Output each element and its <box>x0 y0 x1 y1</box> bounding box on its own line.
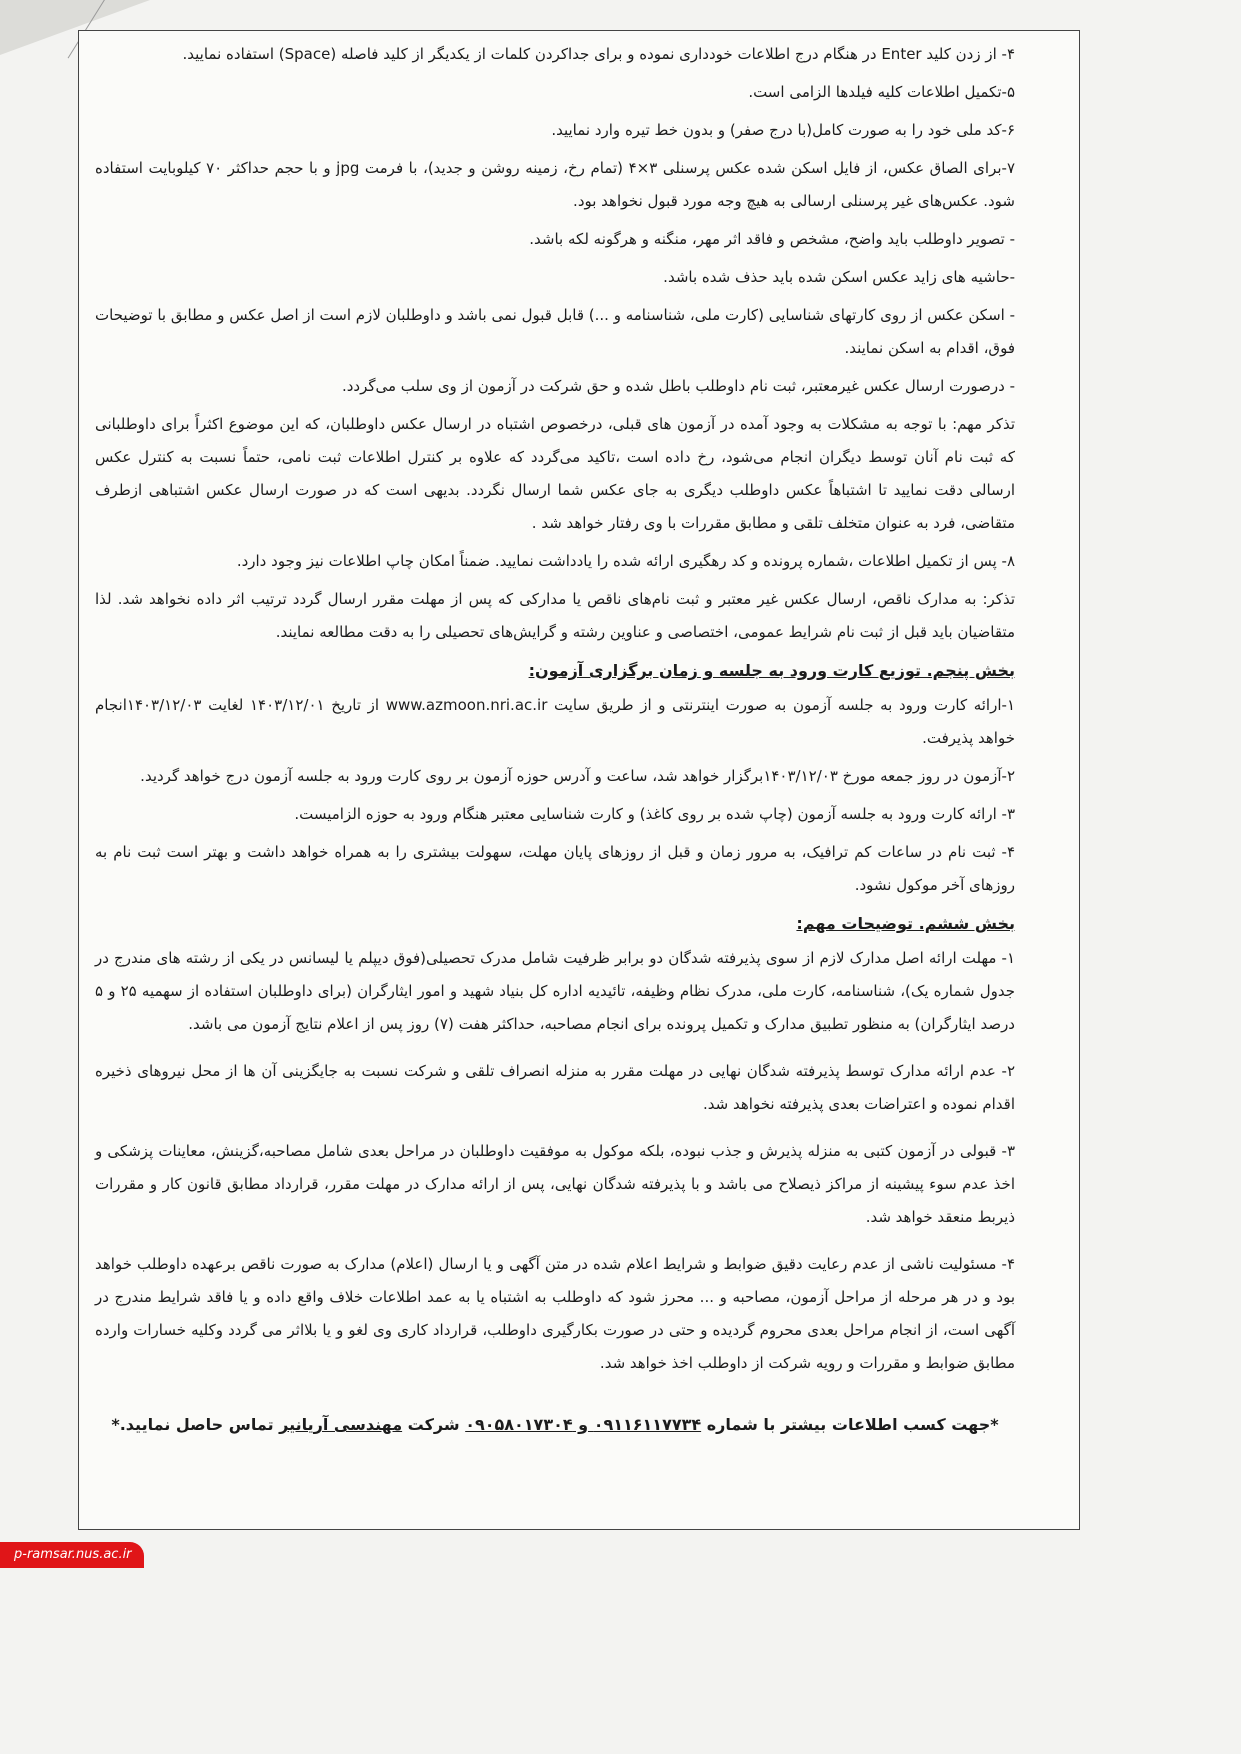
contact-note-text-1: *جهت کسب اطلاعات بیشتر با شماره <box>706 1415 999 1434</box>
contact-note-text-3: تماس حاصل نمایید.* <box>111 1415 274 1434</box>
contact-note <box>95 1408 1015 1441</box>
photo-rule-invalid: - درصورت ارسال عکس غیرمعتبر، ثبت نام داوطلب باطل شده و حق شرکت در آزمون از وی سلب می‌گردد. <box>341 377 1015 395</box>
section-6-title: بخش ششم. توضیحات مهم: <box>796 914 1015 933</box>
section-5-item-3: ۳- ارائه کارت ورود به جلسه آزمون (چاپ شده بر روی کاغذ) و کارت شناسایی معتبر هنگام ورود به حوزه الزامیست. <box>294 805 1015 823</box>
section-6-item-2: ۲- عدم ارائه مدارک توسط پذیرفته شدگان نهایی در مهلت مقرر به منزله انصراف تلقی و شرکت نسبت به جایگزینی آن ها از محل نیروهای ذخیره اقدام نموده و اعتراضات بعدی پذیرفته نخواهد شد. <box>95 1062 1015 1113</box>
source-url-stamp: p-ramsar.nus.ac.ir <box>0 1542 144 1568</box>
document-body <box>95 38 1015 1441</box>
item-7-photo: ۷-برای الصاق عکس، از فایل اسکن شده عکس پرسنلی ۳×۴ (تمام رخ، زمینه روشن و جدید)، با فرمت jpg و با حجم حداکثر ۷۰ کیلوبایت استفاده شود. عکس‌های غیر پرسنلی ارسالی به هیچ وجه مورد قبول نخواهد بود. <box>95 159 1016 210</box>
contact-note-text-2: شرکت <box>407 1415 460 1434</box>
item-8-tracking: ۸- پس از تکمیل اطلاعات ،شماره پرونده و کد رهگیری ارائه شده را یادداشت نمایید. ضمناً امکان چاپ اطلاعات نیز وجود دارد. <box>236 552 1015 570</box>
note-incomplete-docs: تذکر: به مدارک ناقص، ارسال عکس غیر معتبر و ثبت نام‌های ناقص یا مدارکی که پس از مهلت مقرر ارسال گردد ترتیب اثر داده نخواهد شد. لذا متقاضیان باید قبل از ثبت نام شرایط عمومی، اختصاصی و عناوین رشته و گرایش‌های تحصیلی را به دقت مطالعه نمایند. <box>95 590 1015 641</box>
section-6-item-4: ۴- مسئولیت ناشی از عدم رعایت دقیق ضوابط و شرایط اعلام شده در متن آگهی و یا ارسال (اعلام) مدارک به صورت ناقص برعهده داوطلب خواهد بود و در هر مرحله از مراحل آزمون، مصاحبه و ... محرز شود که داوطلب به اشتباه یا به عمد اطلاعات خلاف واقع داده و یا فاقد شرایط مندرج در آگهی است، از انجام مراحل بعدی محروم گردیده و حتی در صورت بکارگیری داوطلب، قرارداد کاری وی لغو و یا بلااثر می گردد وکلیه خسارات وارده مطابق ضوابط و مقررات و رویه شرکت از داوطلب اخذ خواهد شد. <box>95 1255 1015 1372</box>
contact-phone-numbers: ۰۹۱۱۶۱۱۷۷۳۴ و ۰۹۰۵۸۰۱۷۳۰۴ <box>465 1415 702 1434</box>
important-note: تذکر مهم: با توجه به مشکلات به وجود آمده در آزمون های قبلی، درخصوص اشتباه در ارسال عکس داوطلبان، که این موضوع اکثراً برای داوطلبانی که ثبت نام آنان توسط دیگران انجام می‌شود، رخ داده است ،تاکید می‌گردد که علاوه بر کنترل اطلاعات ثبت نامی، حتماً نسبت به کنترل عکس ارسالی دقت نمایید تا اشتباهاً عکس داوطلب دیگری به جای عکس شما ارسال نگردد. بدیهی است که در صورت ارسال عکس اشتباهی ازطرف متقاضی، فرد به عنوان متخلف تلقی و مطابق مقررات با وی رفتار خواهد شد . <box>95 415 1015 532</box>
item-6-national-code: ۶-کد ملی خود را به صورت کامل(با درج صفر) و بدون خط تیره وارد نمایید. <box>551 121 1015 139</box>
section-5-title: بخش پنجم. توزیع کارت ورود به جلسه و زمان برگزاری آزمون: <box>528 661 1015 680</box>
section-6-item-3: ۳- قبولی در آزمون کتبی به منزله پذیرش و جذب نبوده، بلکه موکول به موفقیت داوطلبان در مراحل بعدی شامل مصاحبه،گزینش، معاینات پزشکی و اخذ عدم سوء پیشینه از مراکز ذیصلاح می باشد و با پذیرفته شدگان نهایی، پس از ارائه مدارک در مهلت مقرر، قرارداد مطابق قانون کار و مقررات ذیربط منعقد خواهد شد. <box>95 1142 1015 1226</box>
section-5-item-1: ۱-ارائه کارت ورود به جلسه آزمون به صورت اینترنتی و از طریق سایت www.azmoon.nri.ac.ir از تاریخ ۱۴۰۳/۱۲/۰۱ لغایت ۱۴۰۳/۱۲/۰۳انجام خواهد پذیرفت. <box>95 696 1015 747</box>
photo-rule-margins: -حاشیه های زاید عکس اسکن شده باید حذف شده باشد. <box>663 268 1015 286</box>
item-5-fields: ۵-تکمیل اطلاعات کلیه فیلدها الزامی است. <box>748 83 1015 101</box>
section-5-item-2: ۲-آزمون در روز جمعه مورخ ۱۴۰۳/۱۲/۰۳برگزار خواهد شد، ساعت و آدرس حوزه آزمون بر روی کارت ورود به جلسه آزمون درج خواهد گردید. <box>140 767 1015 785</box>
section-5-item-4: ۴- ثبت نام در ساعات کم ترافیک، به مرور زمان و قبل از روزهای پایان مهلت، سهولت بیشتری را به همراه خواهد داشت و بهتر است ثبت نام به روزهای آخر موکول نشود. <box>95 843 1015 894</box>
item-4-enter-key: ۴- از زدن کلید Enter در هنگام درج اطلاعات خودداری نموده و برای جداکردن کلمات از یکدیگر از کلید فاصله (Space) استفاده نمایید. <box>182 45 1015 63</box>
company-name: مهندسی آریانیر <box>279 1415 403 1434</box>
section-6-item-1: ۱- مهلت ارائه اصل مدارک لازم از سوی پذیرفته شدگان دو برابر ظرفیت شامل مدرک تحصیلی(فوق دیپلم یا لیسانس در یکی از رشته های مندرج در جدول شماره یک)، شناسنامه، کارت ملی، مدرک نظام وظیفه، تائیدیه اداره کل بنیاد شهید و امور ایثارگران (برای داوطلبان استفاده از سهمیه ۲۵ و ۵ درصد ایثارگران) به منظور تطبیق مدارک و تکمیل پرونده برای انجام مصاحبه، حداکثر هفت (۷) روز پس از اعلام نتایج آزمون می باشد. <box>95 949 1016 1033</box>
photo-rule-scan: - اسکن عکس از روی کارتهای شناسایی (کارت ملی، شناسنامه و ...) قابل قبول نمی باشد و داوطلبان لازم است از اصل عکس و مطابق با توضیحات فوق، اقدام به اسکن نمایند. <box>95 306 1015 357</box>
photo-rule-clear: - تصویر داوطلب باید واضح، مشخص و فاقد اثر مهر، منگنه و هرگونه لکه باشد. <box>529 230 1015 248</box>
